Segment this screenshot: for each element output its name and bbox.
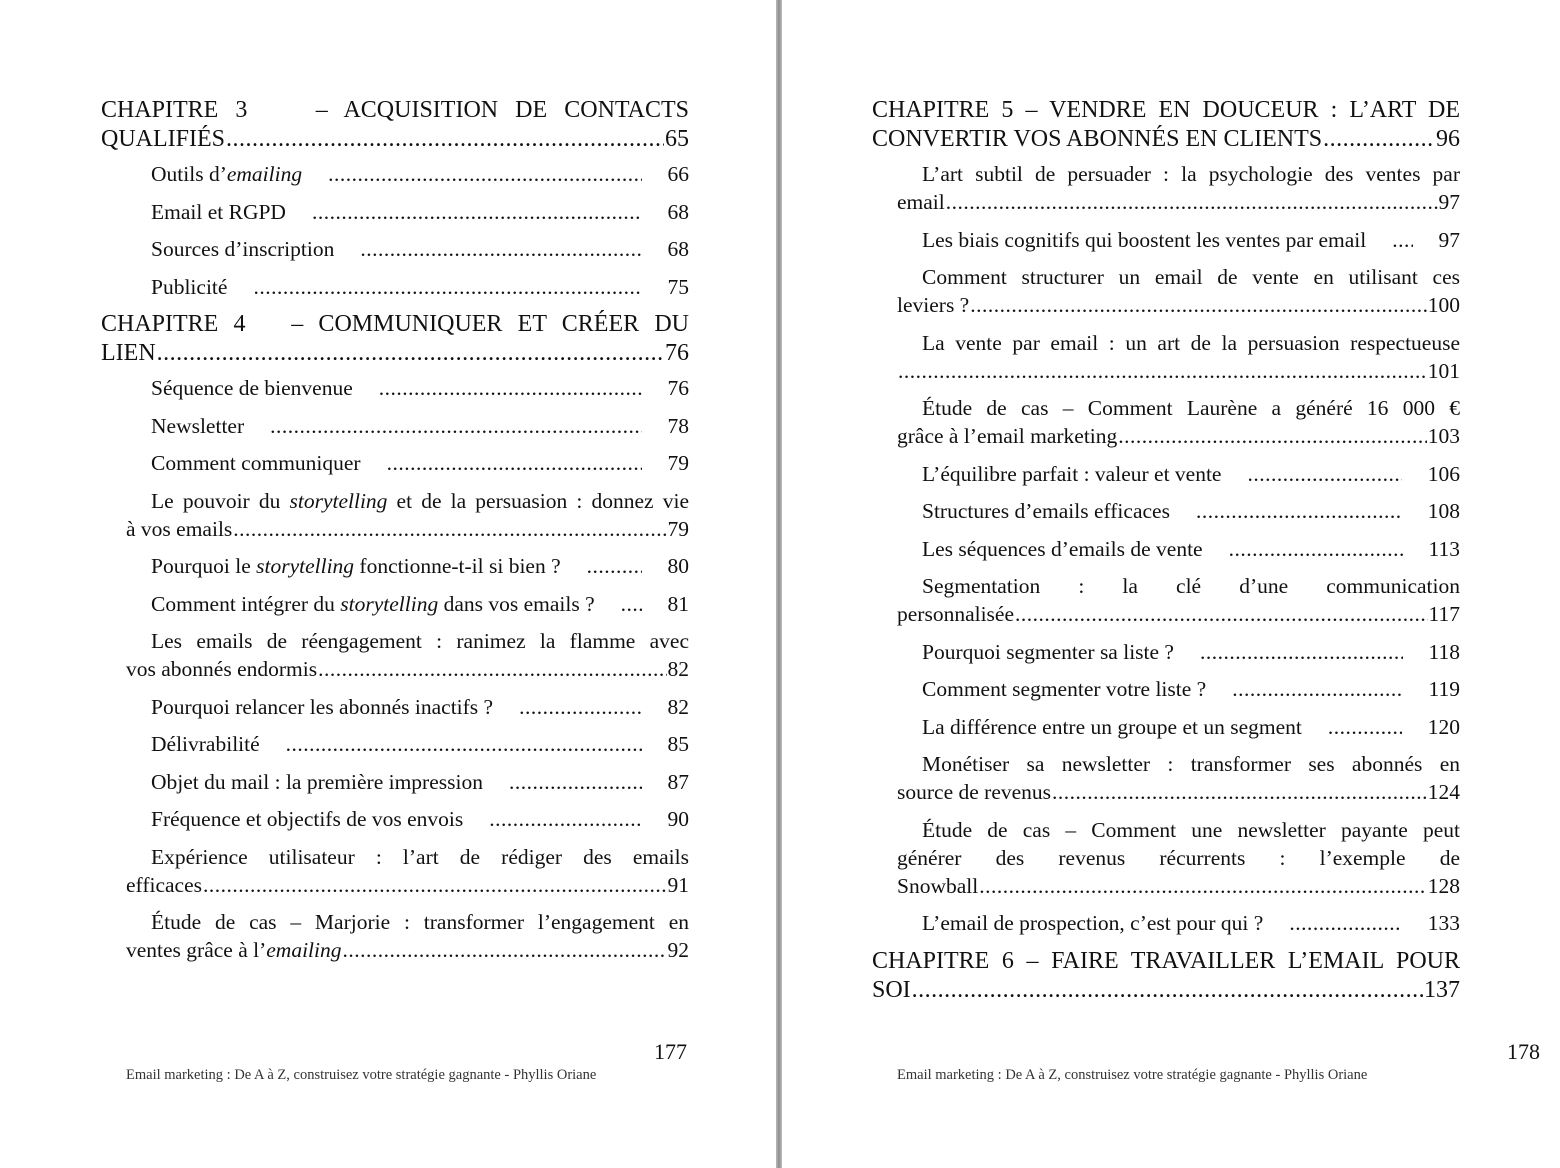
page-ref: 97 bbox=[1438, 190, 1460, 214]
page-number: 178 bbox=[1507, 1039, 1540, 1064]
page-ref: 118 bbox=[1428, 639, 1460, 664]
page-ref: 80 bbox=[667, 554, 689, 578]
toc-entry[interactable] bbox=[872, 909, 1460, 937]
page-ref: 66 bbox=[667, 162, 689, 186]
toc-entry[interactable] bbox=[872, 535, 1460, 563]
dot-leader bbox=[1175, 638, 1403, 666]
entry-text: La vente par email : un art de la persuasion respectueuse bbox=[922, 330, 1460, 355]
dot-leader bbox=[464, 805, 641, 833]
dot-leader bbox=[228, 273, 641, 301]
entry-text: Snowball bbox=[897, 873, 979, 898]
toc-entry[interactable] bbox=[872, 394, 1460, 450]
toc-entry[interactable] bbox=[101, 590, 689, 618]
dot-leader bbox=[343, 936, 667, 964]
entry-text: Sources d’inscription bbox=[151, 237, 335, 261]
entry-text: Pourquoi le storytelling fonctionne-t-il si bien ? bbox=[151, 554, 561, 578]
toc-entry[interactable] bbox=[101, 693, 689, 721]
toc-chapter-3[interactable] bbox=[101, 96, 689, 154]
dot-leader bbox=[946, 188, 1438, 216]
dot-leader bbox=[970, 291, 1427, 319]
toc-entry[interactable] bbox=[872, 638, 1460, 666]
toc-entry[interactable] bbox=[872, 816, 1460, 900]
page-ref: 75 bbox=[667, 274, 689, 299]
entry-text: CHAPITRE 4 – COMMUNIQUER ET CRÉER DU bbox=[101, 311, 689, 337]
page-ref: 76 bbox=[665, 340, 689, 366]
page-ref: 85 bbox=[667, 732, 689, 756]
entry-text: L’art subtil de persuader : la psychologie des ventes par bbox=[922, 162, 1460, 186]
entry-text: Le pouvoir du storytelling et de la persuasion : donnez vie bbox=[151, 488, 689, 513]
toc-entry[interactable] bbox=[101, 908, 689, 964]
page-ref: 119 bbox=[1428, 677, 1460, 701]
entry-text: Comment intégrer du storytelling dans vos emails ? bbox=[151, 591, 595, 616]
entry-text: Segmentation : la clé d’une communication bbox=[922, 574, 1460, 598]
entry-text: générer des revenus récurrents : l’exemple de bbox=[897, 845, 1460, 870]
entry-text: efficaces bbox=[126, 872, 202, 897]
entry-text: Objet du mail : la première impression bbox=[151, 769, 483, 794]
toc-entry[interactable] bbox=[101, 449, 689, 477]
page-ref: 79 bbox=[667, 451, 689, 475]
entry-text: Pourquoi segmenter sa liste ? bbox=[922, 639, 1174, 664]
toc-left bbox=[101, 96, 689, 974]
dot-leader bbox=[318, 655, 666, 683]
toc-entry[interactable] bbox=[872, 226, 1460, 254]
dot-leader bbox=[1367, 226, 1412, 254]
page-ref: 117 bbox=[1428, 602, 1460, 626]
page-ref: 108 bbox=[1427, 499, 1460, 523]
dot-leader bbox=[1207, 675, 1402, 703]
entry-text: Les biais cognitifs qui boostent les ventes par email bbox=[922, 227, 1367, 252]
dot-leader bbox=[1171, 497, 1402, 525]
entry-text: Monétiser sa newsletter : transformer ses abonnés en bbox=[922, 752, 1460, 776]
dot-leader bbox=[245, 412, 641, 440]
page-ref: 128 bbox=[1427, 873, 1460, 898]
toc-entry[interactable] bbox=[101, 768, 689, 796]
entry-text: source de revenus bbox=[897, 780, 1052, 804]
toc-entry[interactable] bbox=[101, 160, 689, 188]
entry-text: Outils d’emailing bbox=[151, 162, 303, 186]
page-ref: 113 bbox=[1428, 536, 1460, 561]
toc-entry[interactable] bbox=[101, 730, 689, 758]
toc-entry[interactable] bbox=[872, 329, 1460, 385]
dot-leader bbox=[1052, 778, 1427, 806]
dot-leader bbox=[157, 339, 664, 368]
entry-text: CHAPITRE 3 – ACQUISITION DE CONTACTS bbox=[101, 97, 689, 123]
entry-text: Newsletter bbox=[151, 413, 245, 438]
toc-entry[interactable] bbox=[872, 460, 1460, 488]
toc-entry[interactable] bbox=[101, 552, 689, 580]
dot-leader bbox=[1303, 713, 1402, 741]
entry-text: Structures d’emails efficaces bbox=[922, 499, 1170, 523]
page-ref: 133 bbox=[1427, 911, 1460, 935]
entry-text: CHAPITRE 6 – FAIRE TRAVAILLER L’EMAIL POUR bbox=[872, 947, 1460, 974]
page-ref: 90 bbox=[667, 807, 689, 831]
toc-chapter-6[interactable] bbox=[872, 947, 1460, 1005]
dot-leader bbox=[562, 552, 642, 580]
toc-entry[interactable] bbox=[101, 412, 689, 440]
page-ref: 96 bbox=[1436, 126, 1460, 152]
toc-entry[interactable] bbox=[101, 805, 689, 833]
toc-entry[interactable] bbox=[872, 263, 1460, 319]
dot-leader bbox=[335, 235, 641, 263]
entry-text: Étude de cas – Comment Laurène a généré 16 000 € bbox=[922, 396, 1460, 420]
entry-text: Étude de cas – Marjorie : transformer l’engagement en bbox=[151, 910, 689, 934]
page-ref: 120 bbox=[1427, 714, 1460, 739]
page-ref: 76 bbox=[667, 376, 689, 400]
entry-text: Délivrabilité bbox=[151, 732, 260, 756]
toc-entry[interactable] bbox=[872, 497, 1460, 525]
dot-leader bbox=[1015, 600, 1428, 628]
entry-text: leviers ? bbox=[897, 293, 970, 317]
entry-text: SOI bbox=[872, 976, 911, 1003]
entry-text: LIEN bbox=[101, 340, 156, 366]
left-page bbox=[0, 0, 776, 1168]
entry-text: Fréquence et objectifs de vos envois bbox=[151, 807, 464, 831]
dot-leader bbox=[596, 590, 642, 618]
entry-text: personnalisée bbox=[897, 602, 1015, 626]
dot-leader bbox=[1222, 460, 1401, 488]
page-ref: 106 bbox=[1427, 461, 1460, 486]
entry-text: Comment communiquer bbox=[151, 451, 361, 475]
toc-chapter-5[interactable] bbox=[872, 96, 1460, 154]
page-ref: 81 bbox=[667, 591, 689, 616]
page-ref: 101 bbox=[1427, 358, 1460, 383]
dot-leader bbox=[203, 871, 667, 899]
entry-text: grâce à l’email marketing bbox=[897, 424, 1118, 448]
toc-entry[interactable] bbox=[101, 235, 689, 263]
toc-entry[interactable] bbox=[872, 572, 1460, 628]
toc-right bbox=[872, 96, 1460, 1011]
toc-entry[interactable] bbox=[101, 374, 689, 402]
page-ref: 79 bbox=[667, 516, 689, 541]
dot-leader bbox=[1323, 125, 1435, 154]
dot-leader bbox=[1264, 909, 1401, 937]
toc-chapter-4[interactable] bbox=[101, 310, 689, 368]
entry-text: email bbox=[897, 190, 945, 214]
entry-text: à vos emails bbox=[126, 516, 233, 541]
page-ref: 82 bbox=[667, 694, 689, 719]
dot-leader bbox=[1118, 422, 1426, 450]
page-ref: 137 bbox=[1424, 976, 1460, 1003]
dot-leader bbox=[912, 976, 1423, 1005]
dot-leader bbox=[979, 872, 1427, 900]
toc-entry[interactable] bbox=[101, 487, 689, 543]
entry-text: Comment structurer un email de vente en utilisant ces bbox=[922, 265, 1460, 289]
entry-text: Séquence de bienvenue bbox=[151, 376, 353, 400]
page-ref: 87 bbox=[667, 769, 689, 794]
page-ref: 65 bbox=[665, 126, 689, 152]
dot-leader bbox=[362, 449, 642, 477]
page-ref: 82 bbox=[667, 657, 689, 681]
entry-text: Publicité bbox=[151, 274, 228, 299]
page-ref: 124 bbox=[1427, 780, 1460, 804]
toc-entry[interactable] bbox=[101, 843, 689, 899]
right-page bbox=[782, 0, 1560, 1168]
dot-leader bbox=[261, 730, 642, 758]
toc-entry[interactable] bbox=[101, 198, 689, 226]
page-number: 177 bbox=[654, 1039, 687, 1064]
entry-text: L’équilibre parfait : valeur et vente bbox=[922, 461, 1222, 486]
dot-leader bbox=[233, 515, 666, 543]
toc-entry[interactable] bbox=[872, 675, 1460, 703]
dot-leader bbox=[494, 693, 641, 721]
entry-text: Expérience utilisateur : l’art de rédiger des emails bbox=[151, 844, 689, 869]
entry-text: L’email de prospection, c’est pour qui ? bbox=[922, 911, 1264, 935]
page-ref: 92 bbox=[667, 938, 689, 962]
dot-leader bbox=[287, 198, 642, 226]
page-ref: 100 bbox=[1427, 293, 1460, 317]
page-ref: 97 bbox=[1438, 227, 1460, 252]
entry-text: Les séquences d’emails de vente bbox=[922, 536, 1203, 561]
entry-text: vos abonnés endormis bbox=[126, 657, 318, 681]
toc-entry[interactable] bbox=[872, 713, 1460, 741]
toc-entry[interactable] bbox=[872, 750, 1460, 806]
dot-leader bbox=[484, 768, 642, 796]
entry-text: Pourquoi relancer les abonnés inactifs ? bbox=[151, 694, 494, 719]
page-ref: 68 bbox=[667, 199, 689, 224]
dot-leader bbox=[226, 125, 664, 154]
entry-text: Comment segmenter votre liste ? bbox=[922, 677, 1207, 701]
entry-text: Étude de cas – Comment une newsletter payante peut bbox=[922, 817, 1460, 842]
page-ref: 68 bbox=[667, 237, 689, 261]
entry-text: CHAPITRE 5 – VENDRE EN DOUCEUR : L’ART DE bbox=[872, 97, 1460, 123]
toc-entry[interactable] bbox=[101, 273, 689, 301]
page-footer: Email marketing : De A à Z, construisez votre stratégie gagnante - Phyllis Oriane bbox=[126, 1067, 597, 1083]
dot-leader bbox=[303, 160, 641, 188]
entry-text: ventes grâce à l’emailing bbox=[126, 938, 342, 962]
entry-text: CONVERTIR VOS ABONNÉS EN CLIENTS bbox=[872, 126, 1323, 152]
toc-entry[interactable] bbox=[101, 627, 689, 683]
page-ref: 78 bbox=[667, 413, 689, 438]
page-footer: Email marketing : De A à Z, construisez votre stratégie gagnante - Phyllis Oriane bbox=[897, 1067, 1368, 1083]
entry-text: QUALIFIÉS bbox=[101, 126, 225, 152]
page-ref: 91 bbox=[667, 872, 689, 897]
dot-leader bbox=[1204, 535, 1403, 563]
toc-entry[interactable] bbox=[872, 160, 1460, 216]
entry-text: Les emails de réengagement : ranimez la flamme avec bbox=[151, 629, 689, 653]
page-ref: 103 bbox=[1427, 424, 1460, 448]
entry-text: La différence entre un groupe et un segment bbox=[922, 714, 1302, 739]
entry-text: Email et RGPD bbox=[151, 199, 286, 224]
dot-leader bbox=[354, 374, 642, 402]
dot-leader bbox=[898, 357, 1427, 385]
